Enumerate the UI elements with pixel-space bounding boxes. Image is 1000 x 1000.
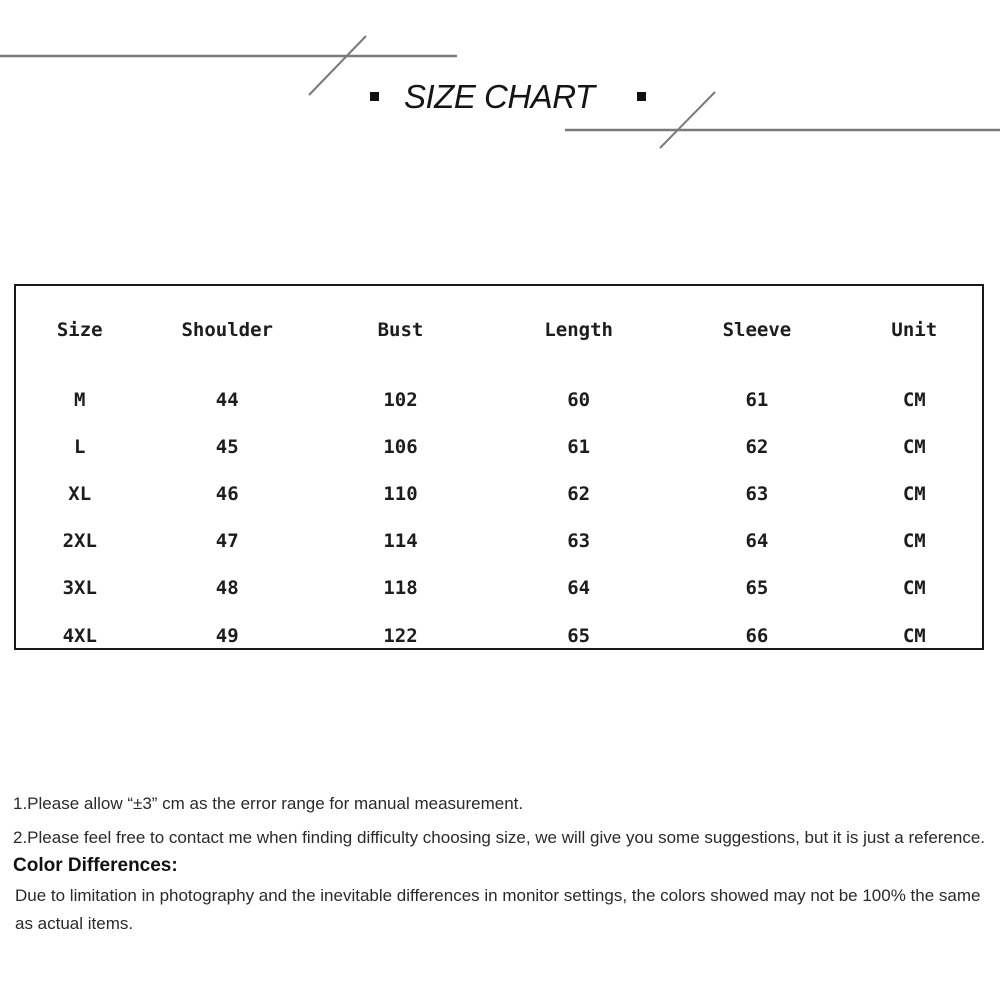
- cell-shoulder: 45: [215, 435, 239, 458]
- cell-bust: 118: [383, 577, 418, 600]
- column-header-shoulder: Shoulder: [181, 319, 273, 341]
- color-differences-text: Due to limitation in photography and the inevitable differences in monitor settings, the colors showed may not be 100% the same as actual items.: [15, 886, 981, 933]
- cell-bust: 122: [383, 624, 418, 647]
- table-row: [16, 565, 982, 612]
- square-bullet-icon: [370, 92, 379, 101]
- decor-slash-right: [660, 92, 715, 148]
- table-row: [16, 612, 982, 659]
- square-bullet-icon: [637, 92, 646, 101]
- column-header-size: Size: [56, 319, 103, 341]
- cell-sleeve: 63: [745, 482, 769, 505]
- size-table: [16, 310, 982, 659]
- note-error-range: 1.Please allow “±3” cm as the error range for manual measurement.: [13, 794, 524, 813]
- cell-shoulder: 49: [215, 624, 239, 647]
- cell-unit: CM: [902, 577, 926, 600]
- cell-size: 4XL: [62, 624, 97, 647]
- cell-unit: CM: [902, 624, 926, 647]
- cell-sleeve: 61: [745, 388, 769, 411]
- cell-sleeve: 64: [745, 530, 769, 553]
- title-block: [360, 74, 660, 120]
- table-row: [16, 518, 982, 565]
- cell-shoulder: 44: [215, 388, 239, 411]
- column-header-bust: Bust: [377, 319, 424, 341]
- cell-size: L: [74, 435, 86, 458]
- column-header-sleeve: Sleeve: [722, 319, 792, 341]
- table-spacer: [16, 350, 982, 376]
- cell-length: 63: [567, 530, 591, 553]
- cell-sleeve: 62: [745, 435, 769, 458]
- cell-bust: 102: [383, 388, 418, 411]
- cell-size: M: [74, 388, 86, 411]
- cell-size: XL: [68, 482, 92, 505]
- cell-unit: CM: [902, 482, 926, 505]
- cell-bust: 106: [383, 435, 418, 458]
- note-contact: 2.Please feel free to contact me when finding difficulty choosing size, we will give you some suggestions, but it is just a reference.: [13, 828, 986, 847]
- cell-sleeve: 65: [745, 577, 769, 600]
- table-header-row: [16, 310, 982, 350]
- cell-bust: 110: [383, 482, 418, 505]
- column-header-length: Length: [544, 319, 613, 341]
- cell-shoulder: 46: [215, 482, 239, 505]
- table-row: [16, 470, 982, 517]
- table-row: [16, 376, 982, 423]
- cell-shoulder: 47: [215, 530, 239, 553]
- decor-slash-left: [309, 36, 366, 95]
- cell-unit: CM: [902, 530, 926, 553]
- cell-length: 61: [567, 435, 591, 458]
- cell-size: 2XL: [62, 530, 97, 553]
- page-title: SIZE CHART: [404, 78, 595, 115]
- cell-shoulder: 48: [215, 577, 239, 600]
- cell-length: 62: [567, 482, 591, 505]
- cell-unit: CM: [902, 435, 926, 458]
- notes-section: [13, 790, 988, 938]
- color-differences-heading: Color Differences:: [13, 855, 178, 876]
- cell-bust: 114: [383, 530, 418, 553]
- cell-length: 65: [567, 624, 591, 647]
- size-table-frame: [14, 284, 984, 650]
- cell-unit: CM: [902, 388, 926, 411]
- table-row: [16, 423, 982, 470]
- cell-length: 60: [567, 388, 591, 411]
- column-header-unit: Unit: [891, 319, 938, 341]
- cell-length: 64: [567, 577, 591, 600]
- cell-size: 3XL: [62, 577, 97, 600]
- cell-sleeve: 66: [745, 624, 769, 647]
